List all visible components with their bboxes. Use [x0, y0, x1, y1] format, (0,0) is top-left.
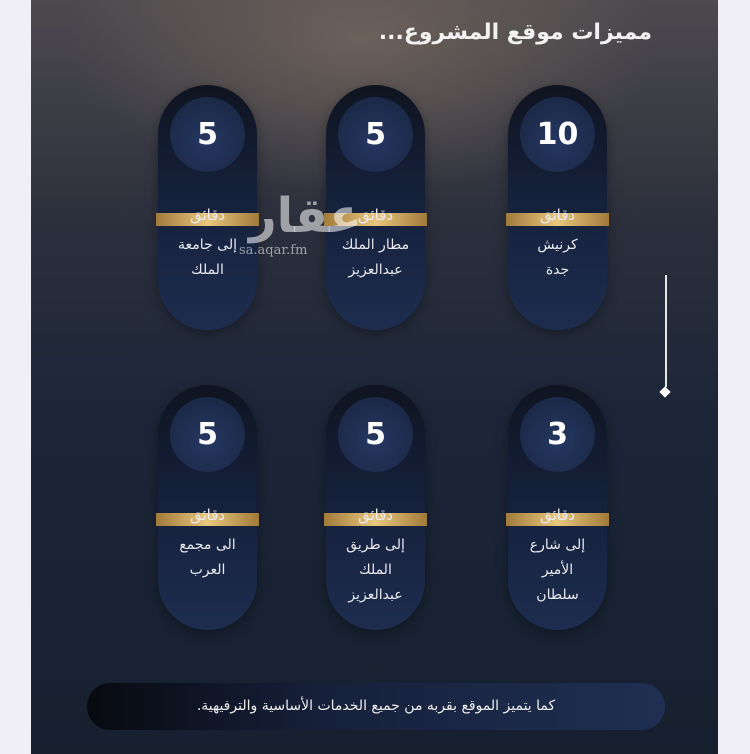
project-location-poster: [31, 0, 718, 754]
feature-card: [508, 85, 607, 330]
unit-label: دقائق: [539, 206, 576, 224]
destination: كرنيش جدة: [537, 237, 578, 278]
watermark-logo: عقار: [249, 188, 362, 244]
minutes-value: 5: [170, 397, 245, 472]
feature-card: [158, 85, 257, 330]
scroll-indicator-diamond-icon: [659, 386, 670, 397]
footer-note: كما يتميز الموقع بقربه من جميع الخدمات الأساسية والترفيهية.: [87, 683, 665, 730]
watermark-url: sa.aqar.fm: [239, 243, 308, 258]
destination: إلى طريق الملك عبدالعزيز: [346, 537, 405, 603]
minutes-value: 5: [338, 397, 413, 472]
unit-label: دقائق: [189, 506, 226, 524]
feature-card: [326, 385, 425, 630]
minutes-value: 3: [520, 397, 595, 472]
page-title: مميزات موقع المشروع...: [378, 20, 652, 45]
unit-label: دقائق: [357, 206, 394, 224]
destination: مطار الملك عبدالعزيز: [341, 237, 410, 278]
destination: إلى جامعة الملك: [178, 237, 237, 278]
minutes-value: 10: [520, 97, 595, 172]
unit-label: دقائق: [357, 506, 394, 524]
minutes-value: 5: [170, 97, 245, 172]
destination: الى مجمع العرب: [179, 537, 236, 578]
feature-card: [158, 385, 257, 630]
unit-label: دقائق: [189, 206, 226, 224]
destination: إلى شارع الأمير سلطان: [529, 537, 586, 603]
unit-label: دقائق: [539, 506, 576, 524]
feature-card: [508, 385, 607, 630]
minutes-value: 5: [338, 97, 413, 172]
scroll-indicator-line: [665, 275, 667, 387]
